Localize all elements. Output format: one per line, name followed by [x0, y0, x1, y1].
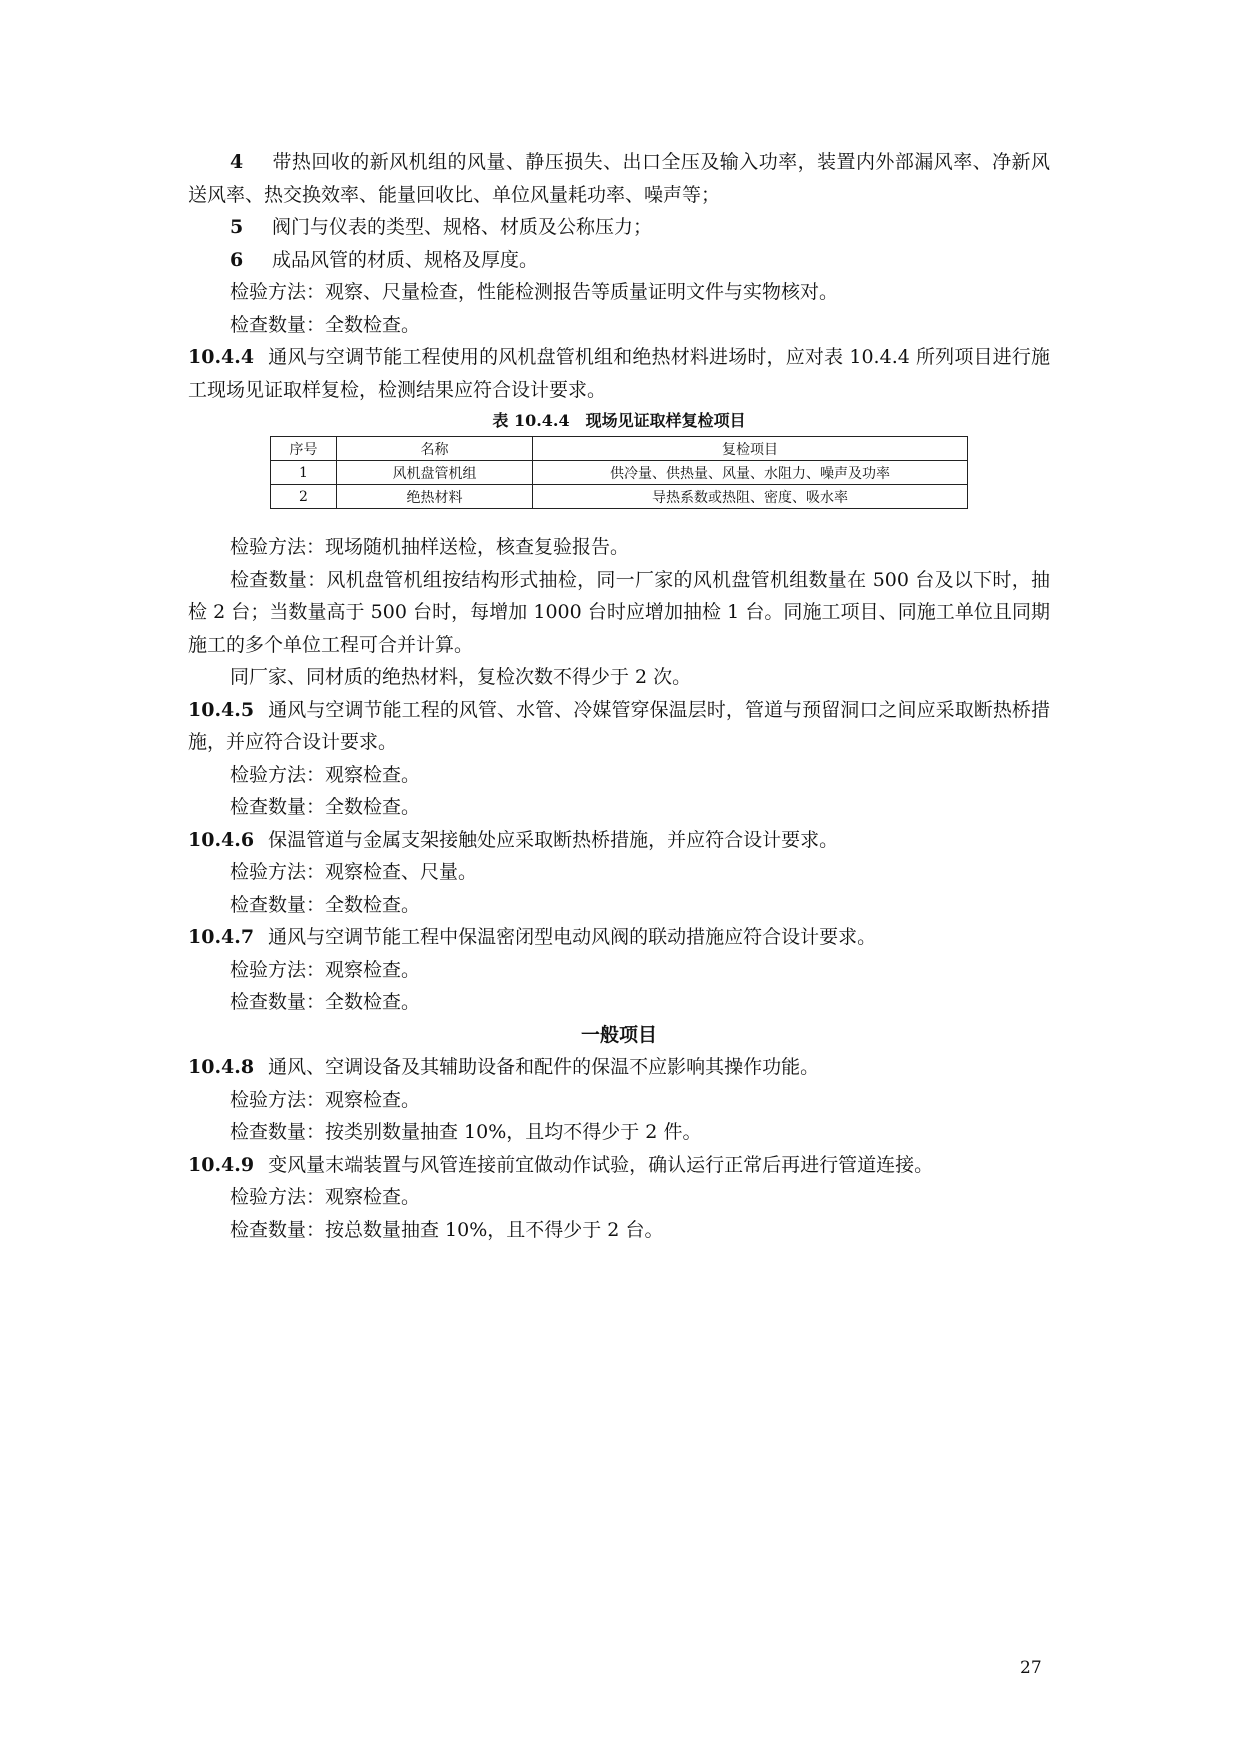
table-header-cell: 复检项目 — [533, 437, 968, 461]
clause-text: 变风量末端装置与风管连接前宜做动作试验，确认运行正常后再进行管道连接。 — [268, 1153, 934, 1176]
clause-10-4-5 — [188, 694, 1050, 759]
document-body — [188, 146, 1050, 1246]
inspection-quantity: 检查数量：风机盘管机组按结构形式抽检，同一厂家的风机盘管机组数量在 500 台及以下时，抽检 2 台；当数量高于 500 台时，每增加 1000 台时应增加抽检 1 台。同施工项目、同施工单位且同期施工的多个单位工程可合并计算。 — [188, 568, 1050, 656]
clause-text: 通风与空调节能工程的风管、水管、冷媒管穿保温层时，管道与预留洞口之间应采取断热桥措施，并应符合设计要求。 — [188, 698, 1050, 753]
item-number: 4 — [230, 151, 244, 173]
clause-10-4-7 — [188, 921, 1050, 954]
inspection-method: 检验方法：观察检查。 — [230, 1088, 421, 1111]
table-header-cell: 名称 — [337, 437, 533, 461]
table-row — [271, 461, 968, 485]
inspection-quantity: 检查数量：全数检查。 — [230, 991, 421, 1013]
clause-number: 10.4.7 — [188, 926, 255, 948]
inspection-quantity: 检查数量：全数检查。 — [230, 313, 421, 336]
table-cell: 供冷量、供热量、风量、水阻力、噪声及功率 — [533, 461, 968, 485]
item-text: 带热回收的新风机组的风量、静压损失、出口全压及输入功率，装置内外部漏风率、净新风送风率、热交换效率、能量回收比、单位风量耗功率、噪声等； — [188, 151, 1050, 206]
clause-text: 通风与空调节能工程使用的风机盘管机组和绝热材料进场时，应对表 10.4.4 所列项目进行施工现场见证取样复检，检测结果应符合设计要求。 — [188, 346, 1050, 401]
table-cell: 1 — [271, 461, 337, 485]
inspection-method: 检验方法：观察、尺量检查，性能检测报告等质量证明文件与实物核对。 — [230, 281, 839, 303]
list-item — [188, 146, 1050, 211]
table-row — [271, 485, 968, 509]
clause-10-4-8 — [188, 1051, 1050, 1084]
table-header-cell: 序号 — [271, 437, 337, 461]
page-number: 27 — [1020, 1658, 1042, 1678]
item-number: 5 — [230, 216, 244, 238]
clause-number: 10.4.4 — [188, 346, 255, 368]
inspection-quantity-note: 同厂家、同材质的绝热材料，复检次数不得少于 2 次。 — [230, 666, 692, 688]
inspection-method: 检验方法：观察检查。 — [230, 958, 421, 981]
table-cell: 导热系数或热阻、密度、吸水率 — [533, 485, 968, 509]
retest-table — [270, 436, 968, 509]
list-item — [188, 211, 1050, 244]
clause-text: 通风与空调节能工程中保温密闭型电动风阀的联动措施应符合设计要求。 — [268, 926, 877, 948]
item-text: 阀门与仪表的类型、规格、材质及公称压力； — [272, 216, 653, 238]
clause-number: 10.4.5 — [188, 698, 255, 721]
clause-text: 保温管道与金属支架接触处应采取断热桥措施，并应符合设计要求。 — [268, 828, 839, 851]
clause-number: 10.4.9 — [188, 1153, 255, 1176]
clause-10-4-9 — [188, 1149, 1050, 1182]
inspection-method: 检验方法：观察检查。 — [230, 1186, 421, 1208]
clause-10-4-6 — [188, 824, 1050, 857]
inspection-quantity: 检查数量：按总数量抽查 10%，且不得少于 2 台。 — [230, 1218, 664, 1241]
inspection-quantity: 检查数量：全数检查。 — [230, 796, 421, 818]
clause-text: 通风、空调设备及其辅助设备和配件的保温不应影响其操作功能。 — [268, 1056, 820, 1078]
clause-10-4-4 — [188, 341, 1050, 406]
table-cell: 风机盘管机组 — [337, 461, 533, 485]
inspection-method: 检验方法：观察检查。 — [230, 763, 421, 786]
inspection-method: 检验方法：现场随机抽样送检，核查复验报告。 — [230, 536, 630, 558]
section-heading: 一般项目 — [580, 1023, 657, 1046]
inspection-quantity: 检查数量：按类别数量抽查 10%，且均不得少于 2 件。 — [230, 1121, 702, 1143]
table-cell: 绝热材料 — [337, 485, 533, 509]
clause-number: 10.4.8 — [188, 1056, 255, 1078]
table-cell: 2 — [271, 485, 337, 509]
inspection-quantity: 检查数量：全数检查。 — [230, 893, 421, 916]
list-item — [188, 244, 1050, 277]
table-caption: 表 10.4.4 现场见证取样复检项目 — [492, 411, 746, 430]
inspection-method: 检验方法：观察检查、尺量。 — [230, 861, 478, 883]
item-number: 6 — [230, 248, 244, 271]
table-header-row — [271, 437, 968, 461]
item-text: 成品风管的材质、规格及厚度。 — [272, 248, 539, 271]
clause-number: 10.4.6 — [188, 828, 255, 851]
